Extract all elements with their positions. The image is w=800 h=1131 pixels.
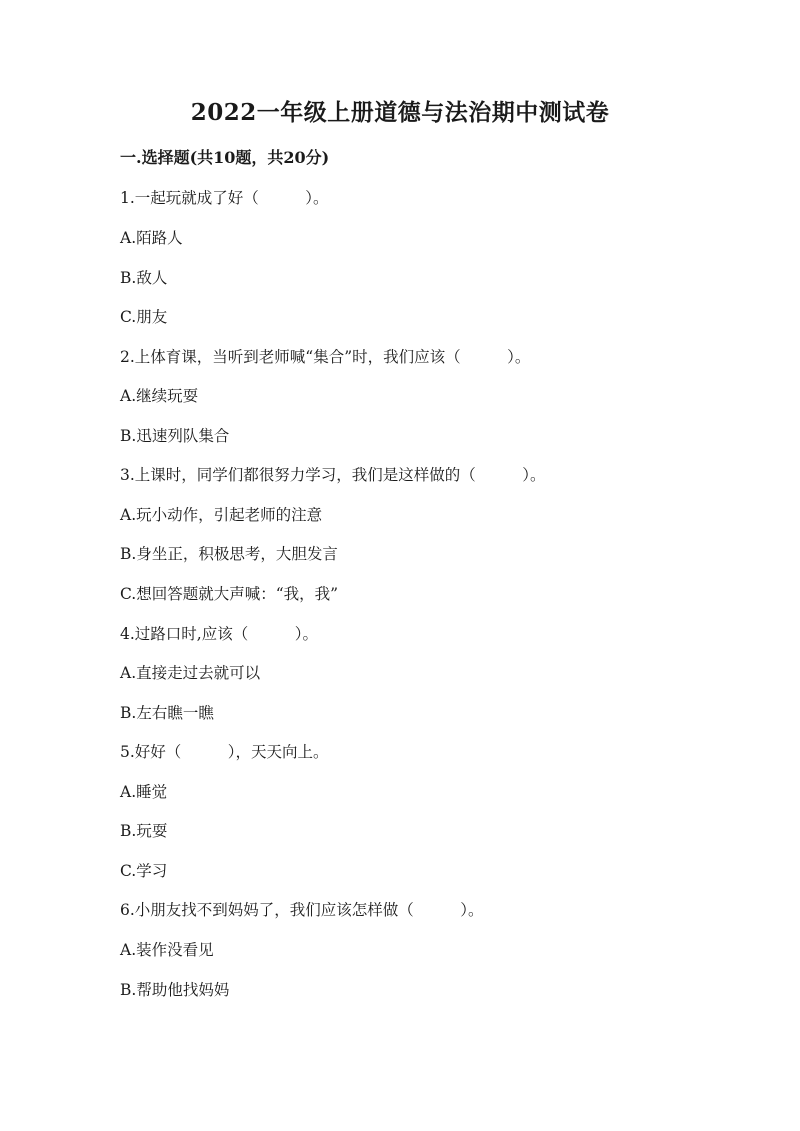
question-1-option-b: B.敌人	[120, 269, 168, 287]
question-2-option-a: A.继续玩耍	[120, 387, 199, 405]
question-1-option-a: A.陌路人	[120, 229, 183, 247]
question-3-option-b: B.身坐正，积极思考，大胆发言	[120, 545, 338, 563]
question-1: 1.一起玩就成了好（ ）。	[120, 189, 329, 207]
question-4: 4.过路口时,应该（ ）。	[120, 625, 318, 643]
question-4-option-b: B.左右瞧一瞧	[120, 704, 214, 722]
question-4-option-a: A.直接走过去就可以	[120, 664, 261, 682]
question-5-option-a: A.睡觉	[120, 783, 168, 801]
question-5-option-b: B.玩耍	[120, 822, 168, 840]
question-3-option-a: A.玩小动作，引起老师的注意	[120, 506, 323, 524]
question-2-option-b: B.迅速列队集合	[120, 427, 230, 445]
question-1-option-c: C.朋友	[120, 308, 168, 326]
question-6-option-a: A.装作没看见	[120, 941, 214, 959]
question-6: 6.小朋友找不到妈妈了，我们应该怎样做（ ）。	[120, 901, 484, 919]
exam-title: 2022一年级上册道德与法治期中测试卷	[190, 99, 610, 126]
question-5: 5.好好（ ），天天向上。	[120, 743, 329, 761]
question-2: 2.上体育课，当听到老师喊“集合”时，我们应该（ ）。	[120, 348, 531, 366]
question-6-option-b: B.帮助他找妈妈	[120, 981, 230, 999]
question-3: 3.上课时，同学们都很努力学习，我们是这样做的（ ）。	[120, 466, 546, 484]
question-3-option-c: C.想回答题就大声喊：“我，我”	[120, 585, 339, 603]
section-heading: 一.选择题(共10题，共20分)	[120, 148, 330, 167]
question-5-option-c: C.学习	[120, 862, 168, 880]
